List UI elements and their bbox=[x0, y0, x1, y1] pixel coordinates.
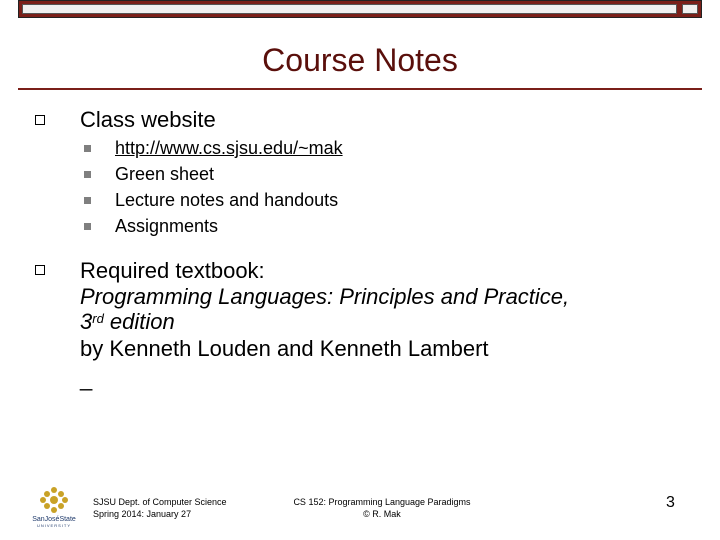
sub-bullet-icon bbox=[84, 197, 91, 204]
sjsu-logo bbox=[28, 486, 80, 528]
footer-course bbox=[282, 496, 482, 520]
edition-word: edition bbox=[103, 309, 175, 334]
footer-dept-line2: Spring 2014: January 27 bbox=[93, 509, 192, 519]
textbook-edition bbox=[80, 309, 175, 334]
sub-item-assignments: Assignments bbox=[115, 216, 219, 236]
logo-subtitle: UNIVERSITY bbox=[36, 523, 72, 528]
footer-course-line2: © R. Mak bbox=[363, 509, 401, 519]
bullet-square-icon bbox=[35, 115, 45, 125]
sub-item-green-sheet: Green sheet bbox=[115, 164, 215, 184]
logo-name: SanJoséState bbox=[32, 516, 76, 523]
trailing-dash: _ bbox=[80, 366, 93, 391]
textbook-authors: by Kenneth Louden and Kenneth Lambert bbox=[80, 336, 489, 361]
page-number: 3 bbox=[666, 494, 675, 511]
textbook-title: Programming Languages: Principles and Practice, bbox=[80, 284, 570, 309]
bullet-square-icon bbox=[35, 265, 45, 275]
slide-title: Course Notes bbox=[262, 42, 458, 78]
title-bar-panel bbox=[22, 4, 677, 14]
footer-course-line1: CS 152: Programming Language Paradigms bbox=[293, 497, 471, 507]
sjsu-seal-icon bbox=[28, 486, 80, 528]
bullet-class-website: Class website bbox=[80, 107, 216, 132]
footer-dept bbox=[93, 496, 227, 520]
edition-suffix: rd bbox=[92, 311, 104, 326]
title-bar bbox=[18, 0, 702, 18]
bullet-required-textbook: Required textbook: bbox=[80, 258, 265, 283]
title-rule bbox=[18, 88, 702, 90]
sub-bullet-icon bbox=[84, 171, 91, 178]
sub-bullet-icon bbox=[84, 223, 91, 230]
title-bar-box bbox=[682, 4, 698, 14]
edition-number: 3 bbox=[80, 309, 93, 334]
course-website-link[interactable]: http://www.cs.sjsu.edu/~mak bbox=[115, 138, 343, 158]
sub-bullet-icon bbox=[84, 145, 91, 152]
sub-item-lecture-notes: Lecture notes and handouts bbox=[115, 190, 339, 210]
footer-dept-line1: SJSU Dept. of Computer Science bbox=[93, 497, 227, 507]
